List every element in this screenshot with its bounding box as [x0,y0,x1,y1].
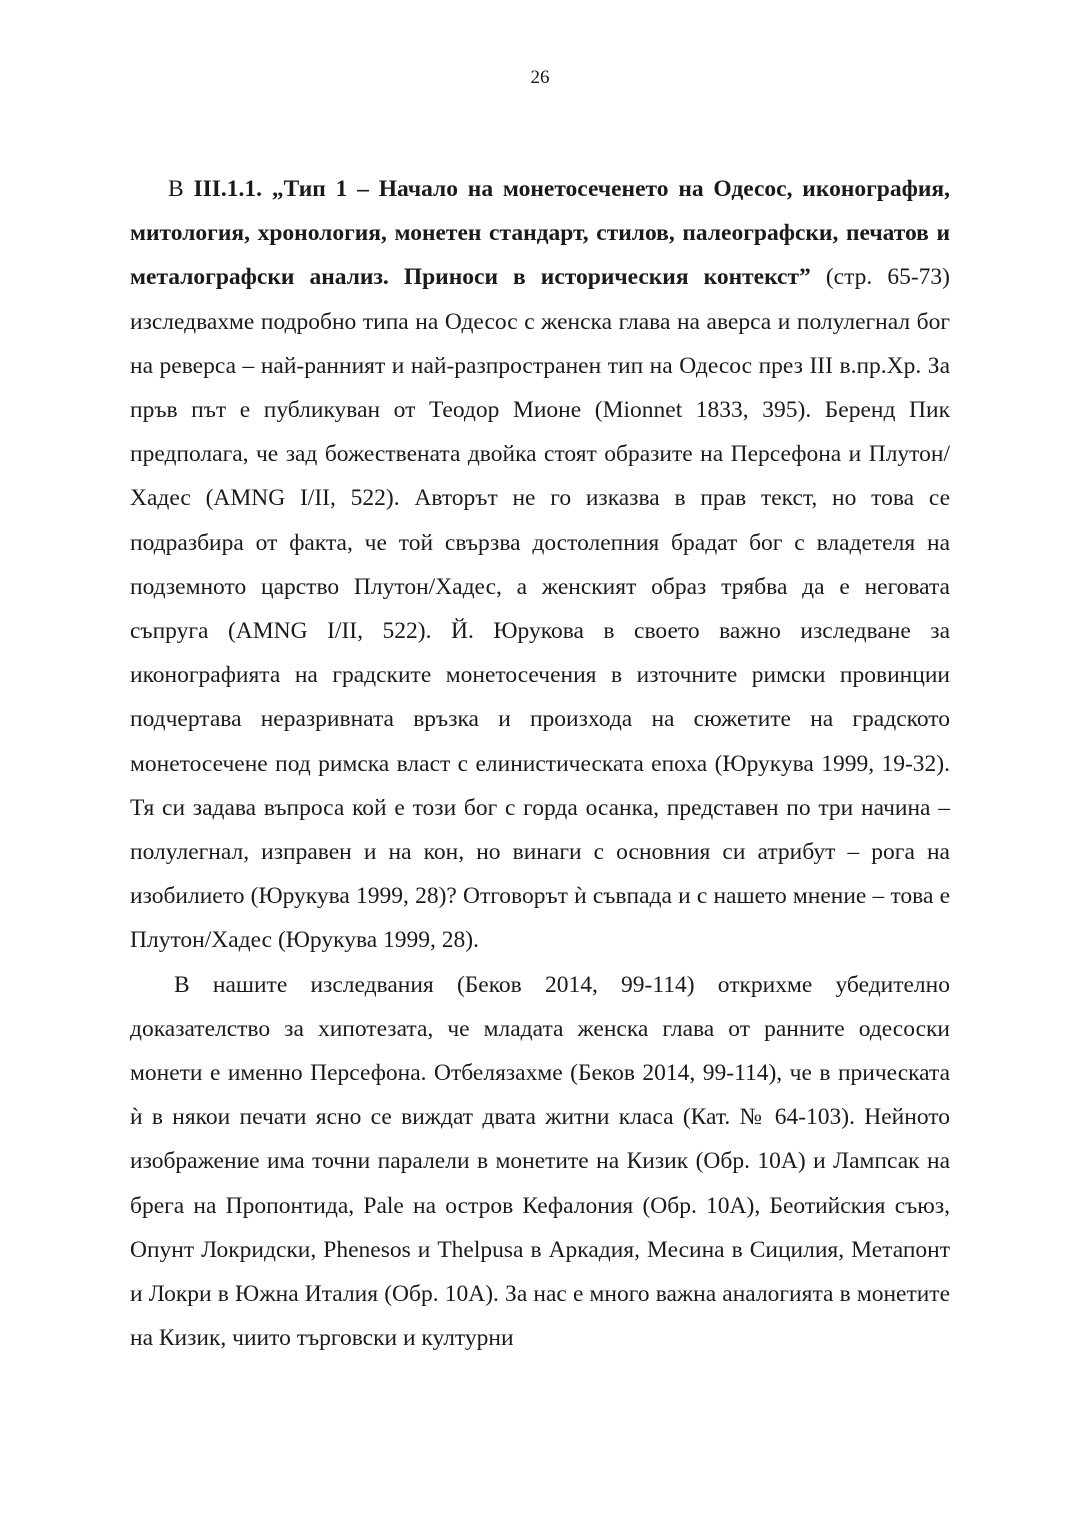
paragraph-1 [130,167,950,963]
paragraph-lead: В [168,176,194,202]
section-heading: III.1.1. „Тип 1 – Начало на монетосеченето на Одесос, иконография, митология, хронология, монетен стандарт, стилов, палеографски, печатов и металографски анализ. Приноси в историческия контекст” [130,176,950,291]
paragraph-2 [130,963,950,1361]
page-number: 26 [530,67,550,88]
paragraph-1-body: (стр. 65-73) изследвахме подробно типа на Одесос с женска глава на аверса и полулегнал бог на реверса – най-ранният и най-разпространен тип на Одесос през III в.пр.Хр. За пръв път е публикуван от Теодор Мионе (Mionnet 1833, 395). Беренд Пик предполага, че зад божествената двойка стоят образите на Персефона и Плутон/Хадес (AMNG I/II, 522). Авторът не го изказва в прав текст, но това се подразбира от факта, че той свързва достолепния брадат бог с владетеля на подземното царство Плутон/Хадес, а женският образ трябва да е неговата съпруга (AMNG I/II, 522). Й. Юрукова в своето важно изследване за иконографията на градските монетосечения в източните римски провинции подчертава неразривната връзка и произхода на сюжетите на градското монетосечене под римска власт с елинистическата епоха (Юрукува 1999, 19-32). Тя си задава въпроса кой е този бог с горда осанка, представен по три начина – полулегнал, изправен и на кон, но винаги с основния си атрибут – рога на изобилието (Юрукува 1999, 28)? Отговорът ѝ съвпада и с нашето мнение – това е Плутон/Хадес (Юрукува 1999, 28). [130,264,951,954]
body-text [130,167,950,1360]
paragraph-2-body: В нашите изследвания (Беков 2014, 99-114) открихме убедително доказателство за хипотезата, че младата женска глава от ранните одесоски монети е именно Персефона. Отбелязахме (Беков 2014, 99-114), че в прическата ѝ в някои печати ясно се виждат двата житни класа (Кат. № 64-103). Нейното изображение има точни паралели в монетите на Кизик (Обр. 10А) и Лампсак на брега на Пропонтида, Pale на остров Кефалония (Обр. 10А), Беотийския съюз, Опунт Локридски, Phenesos и Thelpusa в Аркадия, Месина в Сицилия, Метапонт и Локри в Южна Италия (Обр. 10А). За нас е много важна аналогията в монетите на Кизик, чиито търговски и културни [130,971,950,1352]
